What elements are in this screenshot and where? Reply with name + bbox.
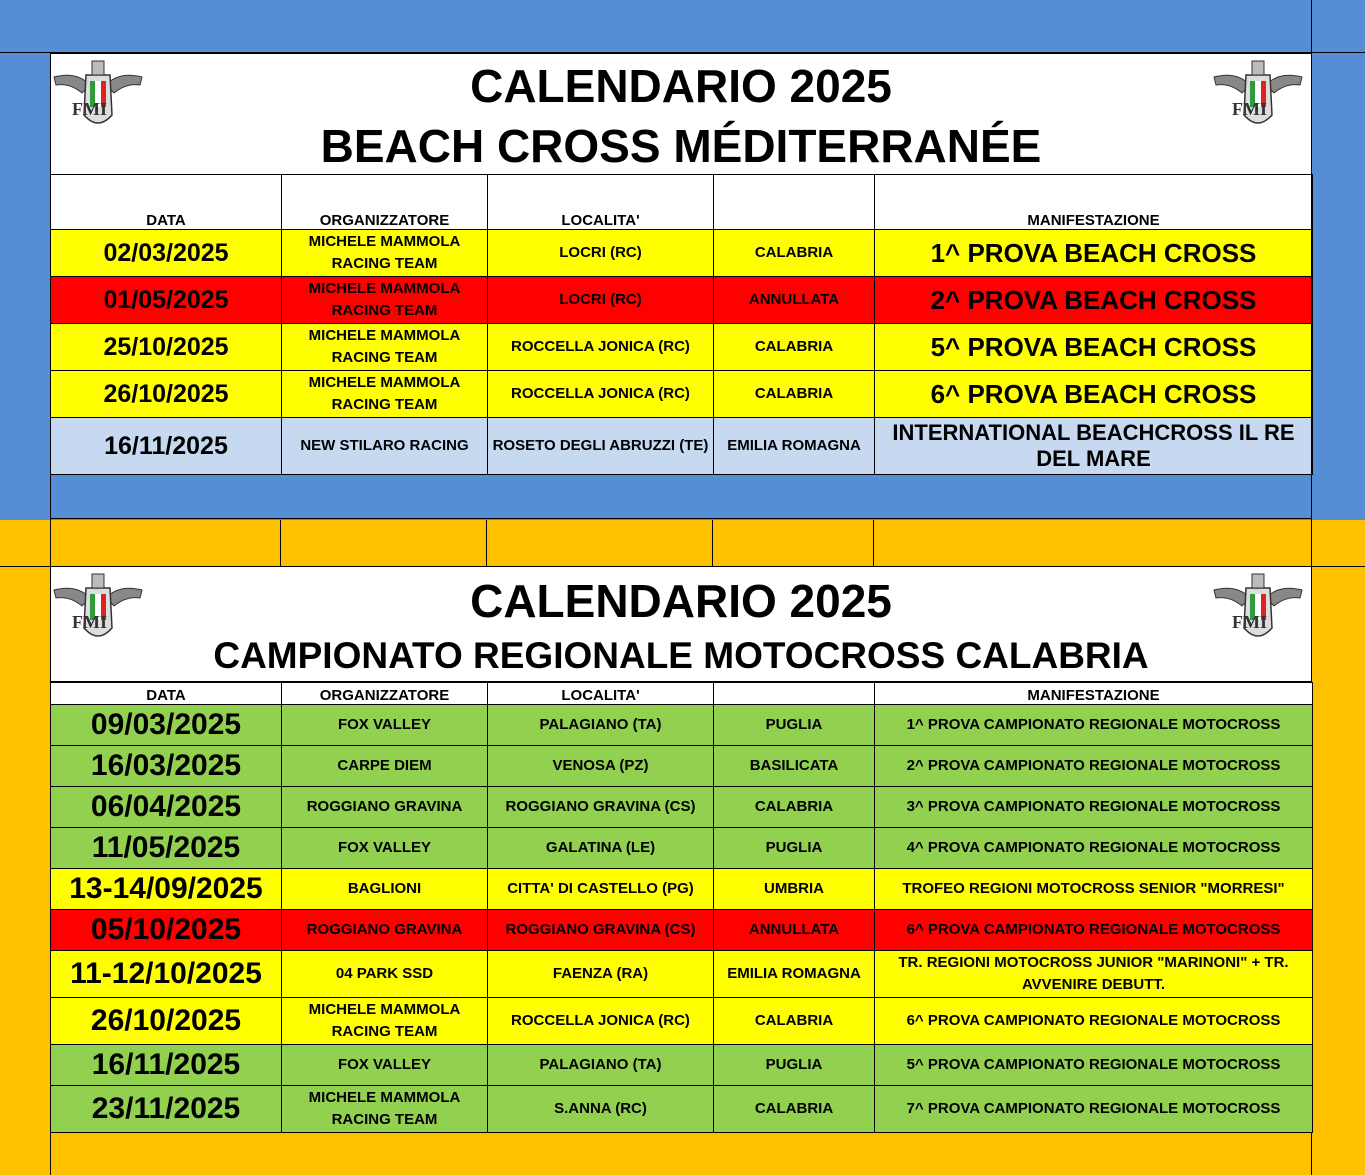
header-organizzatore: ORGANIZZATORE xyxy=(282,683,488,705)
date-cell: 09/03/2025 xyxy=(51,705,282,746)
header-region xyxy=(714,175,875,230)
date-cell: 05/10/2025 xyxy=(51,910,282,951)
organizer-cell: MICHELE MAMMOLA RACING TEAM xyxy=(282,277,488,324)
table-row xyxy=(51,418,1313,475)
organizer-cell: MICHELE MAMMOLA RACING TEAM xyxy=(282,998,488,1045)
event-cell: TR. REGIONI MOTOCROSS JUNIOR "MARINONI" + TR. AVVENIRE DEBUTT. xyxy=(875,951,1313,998)
location-cell: ROCCELLA JONICA (RC) xyxy=(488,324,714,371)
organizer-cell: CARPE DIEM xyxy=(282,746,488,787)
header-manifestazione: MANIFESTAZIONE xyxy=(875,175,1313,230)
organizer-cell: FOX VALLEY xyxy=(282,705,488,746)
motocross-calendar-table xyxy=(50,682,1313,1133)
date-cell: 06/04/2025 xyxy=(51,787,282,828)
location-cell: VENOSA (PZ) xyxy=(488,746,714,787)
location-cell: PALAGIANO (TA) xyxy=(488,705,714,746)
motocross-title: CALENDARIO 2025 xyxy=(470,575,892,627)
region-cell: UMBRIA xyxy=(714,869,875,910)
svg-text:FMI: FMI xyxy=(1232,612,1267,632)
motocross-subtitle: CAMPIONATO REGIONALE MOTOCROSS CALABRIA xyxy=(213,635,1149,676)
date-cell: 11-12/10/2025 xyxy=(51,951,282,998)
location-cell: FAENZA (RA) xyxy=(488,951,714,998)
event-cell: 1^ PROVA CAMPIONATO REGIONALE MOTOCROSS xyxy=(875,705,1313,746)
date-cell: 01/05/2025 xyxy=(51,277,282,324)
header-data: DATA xyxy=(51,683,282,705)
region-cell: PUGLIA xyxy=(714,828,875,869)
event-cell: 4^ PROVA CAMPIONATO REGIONALE MOTOCROSS xyxy=(875,828,1313,869)
header-data: DATA xyxy=(51,175,282,230)
beach-calendar-table xyxy=(50,174,1313,475)
region-cell: PUGLIA xyxy=(714,1045,875,1086)
grid-line xyxy=(486,520,487,566)
table-row xyxy=(51,1086,1313,1133)
date-cell: 16/11/2025 xyxy=(51,418,282,475)
region-cell: ANNULLATA xyxy=(714,277,875,324)
svg-text:FMI: FMI xyxy=(1232,99,1267,119)
date-cell: 13-14/09/2025 xyxy=(51,869,282,910)
event-cell: 7^ PROVA CAMPIONATO REGIONALE MOTOCROSS xyxy=(875,1086,1313,1133)
organizer-cell: FOX VALLEY xyxy=(282,1045,488,1086)
grid-line xyxy=(280,520,281,566)
grid-line xyxy=(873,520,874,566)
organizer-cell: MICHELE MAMMOLA RACING TEAM xyxy=(282,230,488,277)
event-cell: 6^ PROVA BEACH CROSS xyxy=(875,371,1313,418)
region-cell: BASILICATA xyxy=(714,746,875,787)
grid-line xyxy=(712,520,713,566)
organizer-cell: BAGLIONI xyxy=(282,869,488,910)
beach-header-row xyxy=(51,175,1313,230)
location-cell: PALAGIANO (TA) xyxy=(488,1045,714,1086)
organizer-cell: MICHELE MAMMOLA RACING TEAM xyxy=(282,1086,488,1133)
event-cell: 6^ PROVA CAMPIONATO REGIONALE MOTOCROSS xyxy=(875,910,1313,951)
event-cell: 2^ PROVA CAMPIONATO REGIONALE MOTOCROSS xyxy=(875,746,1313,787)
event-cell: 6^ PROVA CAMPIONATO REGIONALE MOTOCROSS xyxy=(875,998,1313,1045)
table-row xyxy=(51,324,1313,371)
fmi-logo-icon xyxy=(1212,55,1304,135)
event-cell: 5^ PROVA CAMPIONATO REGIONALE MOTOCROSS xyxy=(875,1045,1313,1086)
organizer-cell: ROGGIANO GRAVINA xyxy=(282,910,488,951)
svg-text:FMI: FMI xyxy=(72,99,107,119)
header-localita: LOCALITA' xyxy=(488,683,714,705)
table-row xyxy=(51,828,1313,869)
header-manifestazione: MANIFESTAZIONE xyxy=(875,683,1313,705)
date-cell: 11/05/2025 xyxy=(51,828,282,869)
event-cell: 2^ PROVA BEACH CROSS xyxy=(875,277,1313,324)
table-row xyxy=(51,746,1313,787)
location-cell: ROGGIANO GRAVINA (CS) xyxy=(488,787,714,828)
organizer-cell: NEW STILARO RACING xyxy=(282,418,488,475)
organizer-cell: FOX VALLEY xyxy=(282,828,488,869)
table-row xyxy=(51,998,1313,1045)
fmi-logo-icon xyxy=(52,568,144,648)
table-row xyxy=(51,910,1313,951)
location-cell: LOCRI (RC) xyxy=(488,230,714,277)
organizer-cell: MICHELE MAMMOLA RACING TEAM xyxy=(282,324,488,371)
location-cell: GALATINA (LE) xyxy=(488,828,714,869)
region-cell: ANNULLATA xyxy=(714,910,875,951)
location-cell: ROSETO DEGLI ABRUZZI (TE) xyxy=(488,418,714,475)
beach-title: CALENDARIO 2025 xyxy=(470,60,892,112)
location-cell: LOCRI (RC) xyxy=(488,277,714,324)
motocross-header-row xyxy=(51,683,1313,705)
svg-text:FMI: FMI xyxy=(72,612,107,632)
date-cell: 23/11/2025 xyxy=(51,1086,282,1133)
event-cell: 5^ PROVA BEACH CROSS xyxy=(875,324,1313,371)
event-cell: 1^ PROVA BEACH CROSS xyxy=(875,230,1313,277)
date-cell: 16/03/2025 xyxy=(51,746,282,787)
location-cell: S.ANNA (RC) xyxy=(488,1086,714,1133)
table-row xyxy=(51,277,1313,324)
date-cell: 26/10/2025 xyxy=(51,371,282,418)
region-cell: CALABRIA xyxy=(714,371,875,418)
grid-line xyxy=(0,52,1365,53)
date-cell: 26/10/2025 xyxy=(51,998,282,1045)
table-row xyxy=(51,951,1313,998)
region-cell: CALABRIA xyxy=(714,1086,875,1133)
table-row xyxy=(51,1045,1313,1086)
region-cell: CALABRIA xyxy=(714,324,875,371)
region-cell: EMILIA ROMAGNA xyxy=(714,418,875,475)
event-cell: 3^ PROVA CAMPIONATO REGIONALE MOTOCROSS xyxy=(875,787,1313,828)
beach-subtitle: BEACH CROSS MÉDITERRANÉE xyxy=(320,120,1042,172)
date-cell: 25/10/2025 xyxy=(51,324,282,371)
location-cell: ROCCELLA JONICA (RC) xyxy=(488,371,714,418)
table-row xyxy=(51,705,1313,746)
event-cell: INTERNATIONAL BEACHCROSS IL RE DEL MARE xyxy=(875,418,1313,475)
date-cell: 16/11/2025 xyxy=(51,1045,282,1086)
organizer-cell: 04 PARK SSD xyxy=(282,951,488,998)
fmi-logo-icon xyxy=(52,55,144,135)
table-row xyxy=(51,371,1313,418)
region-cell: CALABRIA xyxy=(714,998,875,1045)
region-cell: EMILIA ROMAGNA xyxy=(714,951,875,998)
date-cell: 02/03/2025 xyxy=(51,230,282,277)
table-row xyxy=(51,230,1313,277)
location-cell: ROGGIANO GRAVINA (CS) xyxy=(488,910,714,951)
header-localita: LOCALITA' xyxy=(488,175,714,230)
table-row xyxy=(51,869,1313,910)
organizer-cell: MICHELE MAMMOLA RACING TEAM xyxy=(282,371,488,418)
grid-line xyxy=(50,518,1312,519)
header-region xyxy=(714,683,875,705)
region-cell: CALABRIA xyxy=(714,787,875,828)
table-row xyxy=(51,787,1313,828)
location-cell: CITTA' DI CASTELLO (PG) xyxy=(488,869,714,910)
fmi-logo-icon xyxy=(1212,568,1304,648)
header-organizzatore: ORGANIZZATORE xyxy=(282,175,488,230)
organizer-cell: ROGGIANO GRAVINA xyxy=(282,787,488,828)
region-cell: PUGLIA xyxy=(714,705,875,746)
location-cell: ROCCELLA JONICA (RC) xyxy=(488,998,714,1045)
event-cell: TROFEO REGIONI MOTOCROSS SENIOR "MORRESI" xyxy=(875,869,1313,910)
region-cell: CALABRIA xyxy=(714,230,875,277)
